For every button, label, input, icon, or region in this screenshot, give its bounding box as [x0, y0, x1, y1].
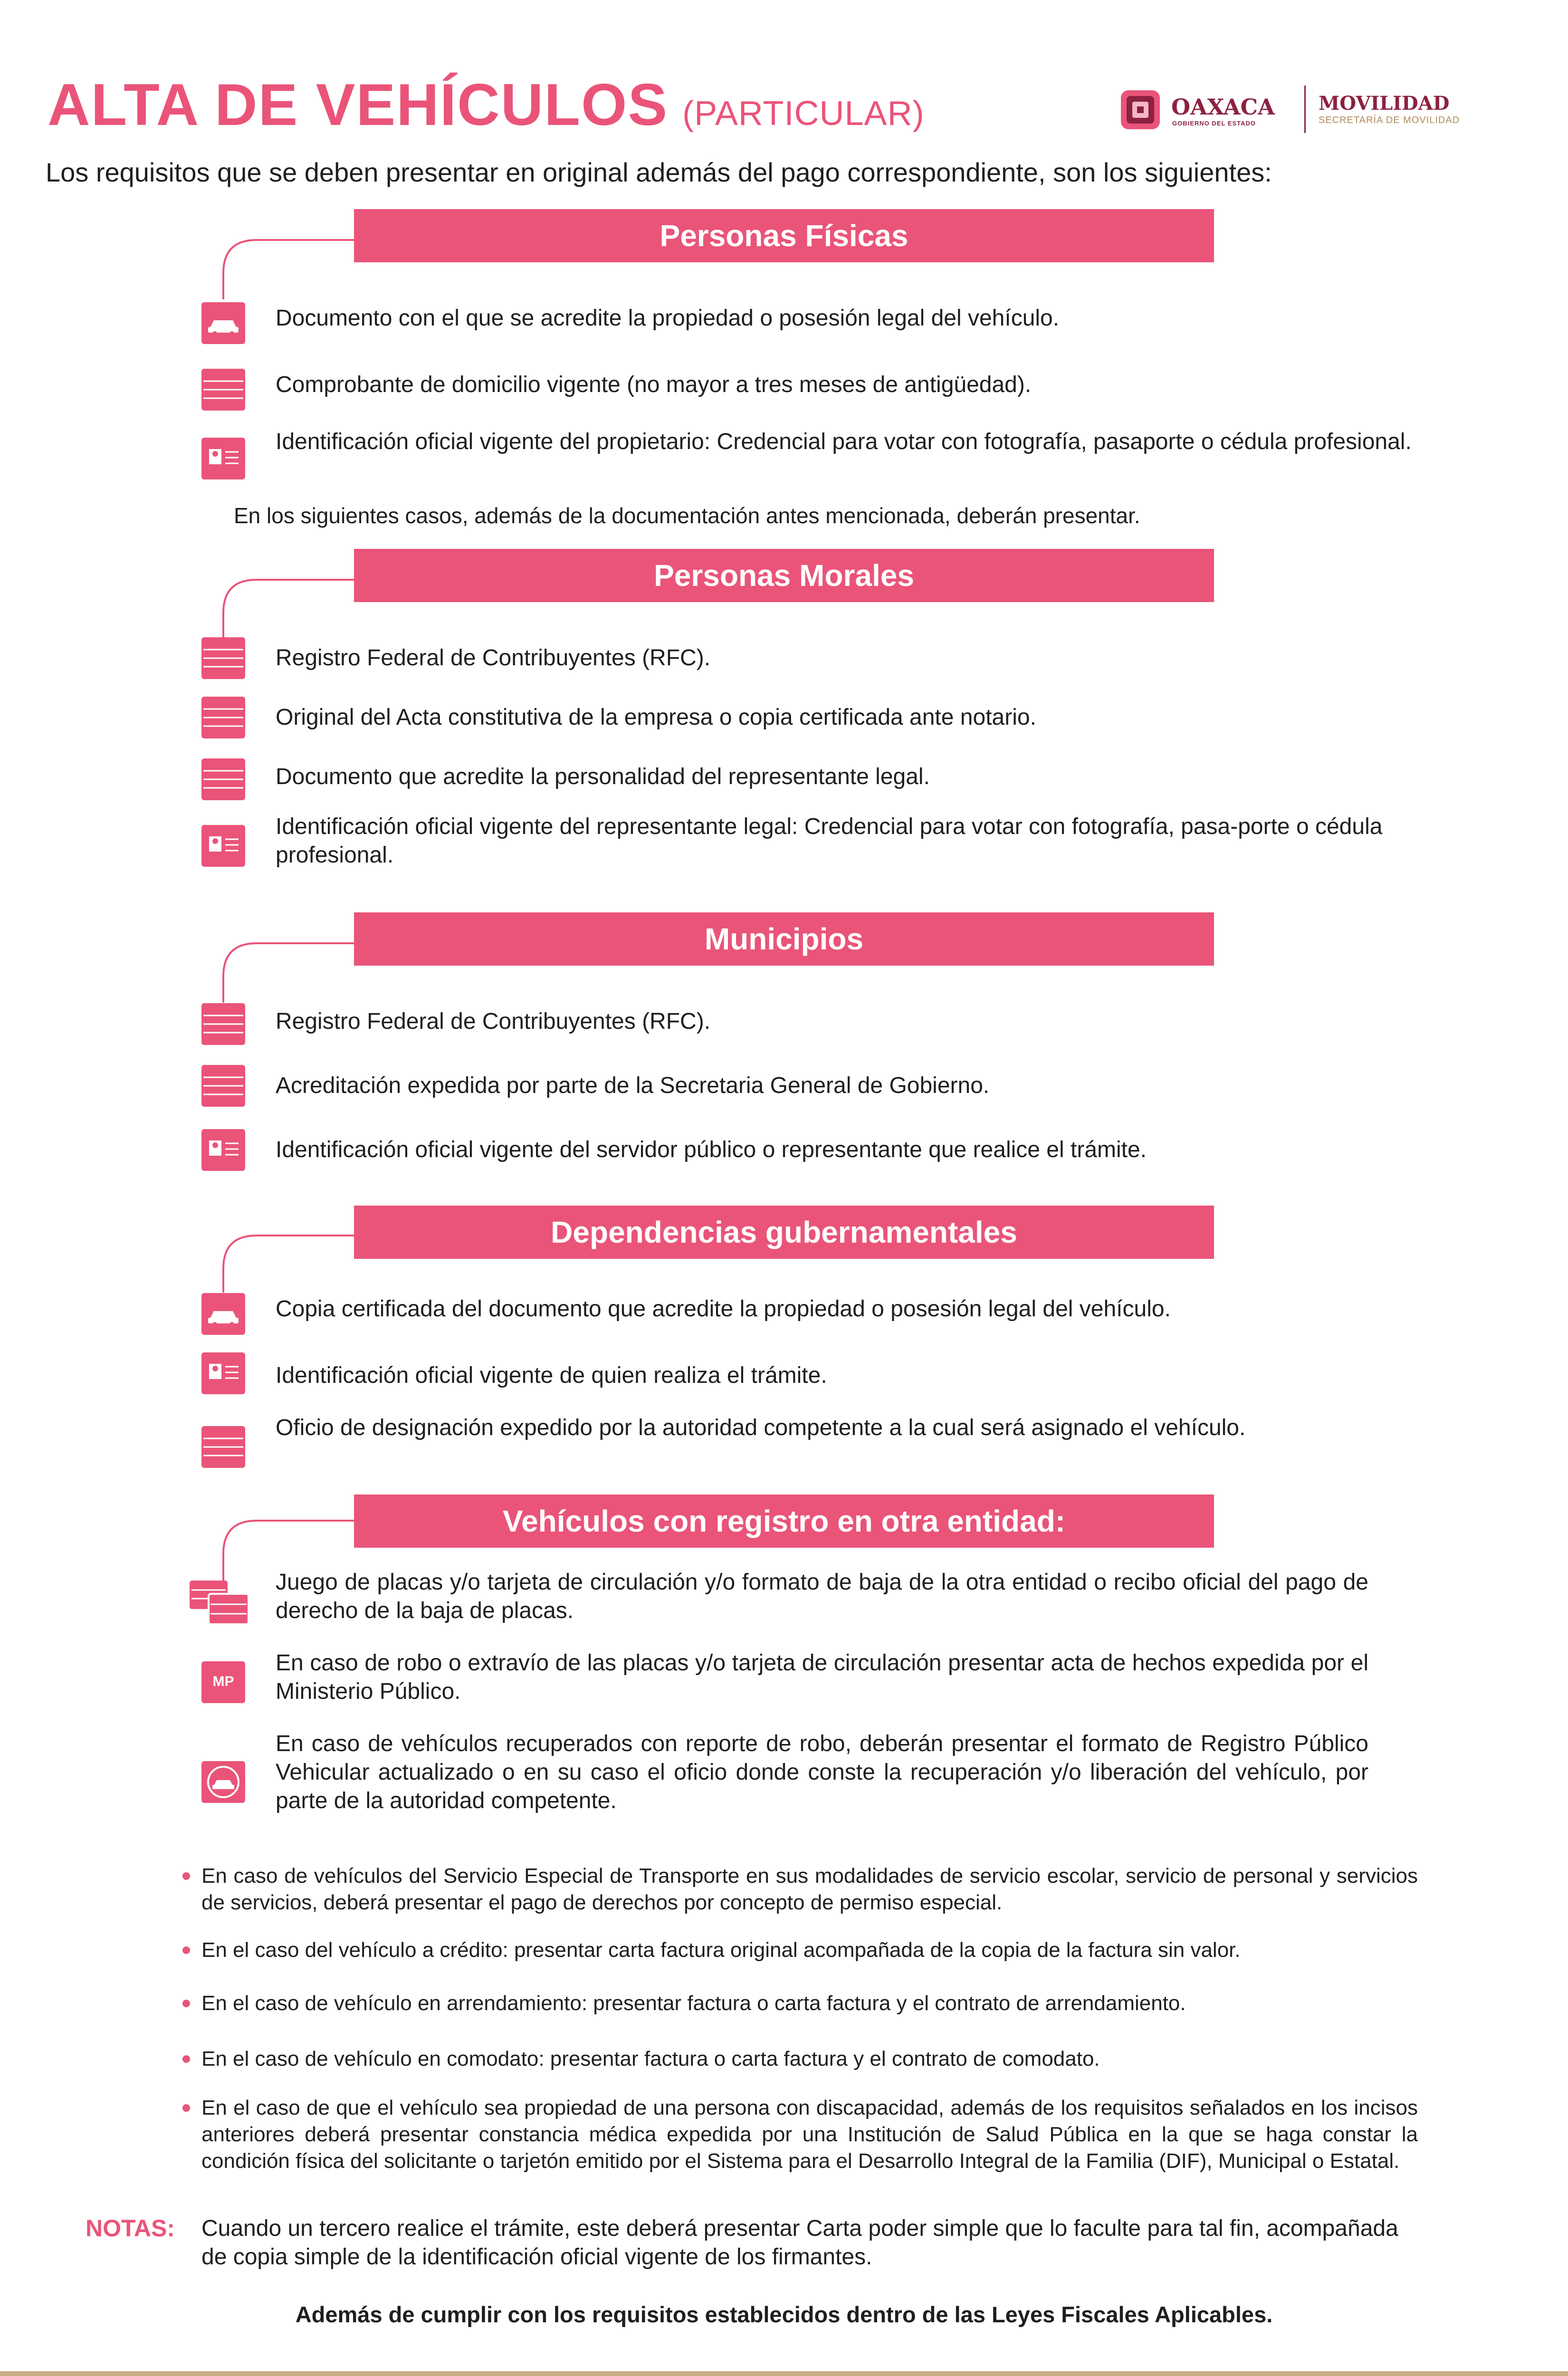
oaxaca-emblem-icon — [1119, 88, 1162, 131]
id-card-icon — [200, 1350, 247, 1397]
document-icon — [200, 1000, 247, 1048]
double-document-icon — [188, 1578, 254, 1625]
footer-text: Además de cumplir con los requisitos establecidos dentro de las Leyes Fiscales Aplicables. — [295, 2302, 1273, 2327]
municipios-item-1: Registro Federal de Contribuyentes (RFC). — [276, 1009, 711, 1034]
notes-text: Cuando un tercero realice el trámite, este deberá presentar Carta poder simple que lo faculte para tal fin, acompañada de copia simple de la identificación oficial vigente de los firmantes. — [201, 2216, 1398, 2270]
car-document-icon — [200, 299, 247, 347]
mp-label: MP — [212, 1674, 234, 1689]
otra-entidad-item-3: En caso de vehículos recuperados con reporte de robo, deberán presentar el formato de Registro Público Vehicular actualizado o en su caso el oficio donde conste la recuperación y/o liberación del vehículo, por parte de la autoridad competente. — [276, 1731, 1368, 1813]
municipios-item-3: Identificación oficial vigente del servidor público o representante que realice el trámite. — [276, 1137, 1147, 1162]
id-card-icon — [200, 435, 247, 482]
ministerio-publico-icon — [200, 1658, 247, 1706]
section-header-dependencias: Dependencias gubernamentales — [354, 1206, 1214, 1259]
fisicas-note: En los siguientes casos, además de la documentación antes mencionada, deberán presentar. — [234, 503, 1140, 528]
intro-text: Los requisitos que se deben presentar en original además del pago correspondiente, son los siguientes: — [46, 157, 1272, 187]
bullet-item: En el caso del vehículo a crédito: presentar carta factura original acompañada de la copia de la factura sin valor. — [201, 1937, 1418, 1964]
title-main: ALTA DE VEHÍCULOS — [48, 72, 669, 138]
government-logo — [1119, 86, 1490, 138]
dependencias-item-2: Identificación oficial vigente de quien realiza el trámite. — [276, 1363, 827, 1388]
bullet-item: En el caso de que el vehículo sea propiedad de una persona con discapacidad, además de los requisitos señalados en los incisos anteriores deberá presentar constancia médica expedida por una Institución de Salud Pública en la que se haga constar la condición física del solicitante o tarjetón emitido por el Sistema para el Desarrollo Integral de la Familia (DIF), Municipal o Estatal. — [201, 2095, 1418, 2175]
morales-item-1: Registro Federal de Contribuyentes (RFC). — [276, 645, 711, 671]
document-icon — [200, 1423, 247, 1471]
section-header-municipios: Municipios — [354, 912, 1214, 966]
dependencias-item-3: Oficio de designación expedido por la autoridad competente a la cual será asignado el vehículo. — [276, 1415, 1246, 1440]
section-header-morales: Personas Morales — [354, 549, 1214, 602]
logo-agency: MOVILIDAD — [1319, 92, 1450, 115]
logo-separator — [1304, 86, 1306, 133]
notes-label: NOTAS: — [86, 2215, 175, 2242]
document-icon — [200, 1062, 247, 1110]
section-header-otra-entidad: Vehículos con registro en otra entidad: — [354, 1495, 1214, 1548]
id-card-icon — [200, 1126, 247, 1174]
stolen-car-icon — [200, 1758, 247, 1806]
morales-item-4: Identificación oficial vigente del representante legal: Credencial para votar con fotografía, pasa-porte o cédula profesional. — [276, 814, 1383, 868]
bullet-item: En el caso de vehículo en comodato: presentar factura o carta factura y el contrato de comodato. — [201, 2046, 1418, 2072]
car-document-icon — [200, 1290, 247, 1338]
municipios-item-2: Acreditación expedida por parte de la Secretaria General de Gobierno. — [276, 1073, 990, 1098]
bullet-item: En el caso de vehículo en arrendamiento: presentar factura o carta factura y el contrato de arrendamiento. — [201, 1990, 1418, 2017]
fisicas-item-1: Documento con el que se acredite la propiedad o posesión legal del vehículo. — [276, 306, 1060, 331]
dependencias-item-1: Copia certificada del documento que acredite la propiedad o posesión legal del vehículo. — [276, 1296, 1171, 1322]
document-icon — [200, 756, 247, 803]
title-suffix: (PARTICULAR) — [682, 95, 925, 133]
bullet-item: En caso de vehículos del Servicio Especial de Transporte en sus modalidades de servicio escolar, servicio de personal y servicios de servicios, deberá presentar el pago de derechos por concepto de permiso especial. — [201, 1863, 1418, 1916]
section-header-fisicas: Personas Físicas — [354, 209, 1214, 262]
morales-item-3: Documento que acredite la personalidad del representante legal. — [276, 764, 930, 789]
fisicas-item-2: Comprobante de domicilio vigente (no mayor a tres meses de antigüedad). — [276, 372, 1032, 397]
document-icon — [200, 694, 247, 741]
fisicas-item-3: Identificación oficial vigente del propietario: Credencial para votar con fotografía, pasaporte o cédula profesional. — [276, 429, 1412, 454]
morales-item-2: Original del Acta constitutiva de la empresa o copia certificada ante notario. — [276, 705, 1036, 730]
document-icon — [200, 634, 247, 682]
document-icon — [200, 366, 247, 413]
otra-entidad-item-1: Juego de placas y/o tarjeta de circulación y/o formato de baja de la otra entidad o recibo oficial del pago de derecho de la baja de placas. — [276, 1570, 1368, 1623]
page-title — [48, 71, 925, 139]
greca-border — [0, 2371, 1568, 2376]
id-card-icon — [200, 822, 247, 870]
logo-agency-small: SECRETARÍA DE MOVILIDAD — [1319, 115, 1460, 125]
otra-entidad-item-2: En caso de robo o extravío de las placas y/o tarjeta de circulación presentar acta de hechos expedida por el Ministerio Público. — [276, 1650, 1368, 1704]
logo-brand-small: GOBIERNO DEL ESTADO — [1172, 120, 1256, 127]
logo-brand: OAXACA — [1171, 94, 1275, 120]
